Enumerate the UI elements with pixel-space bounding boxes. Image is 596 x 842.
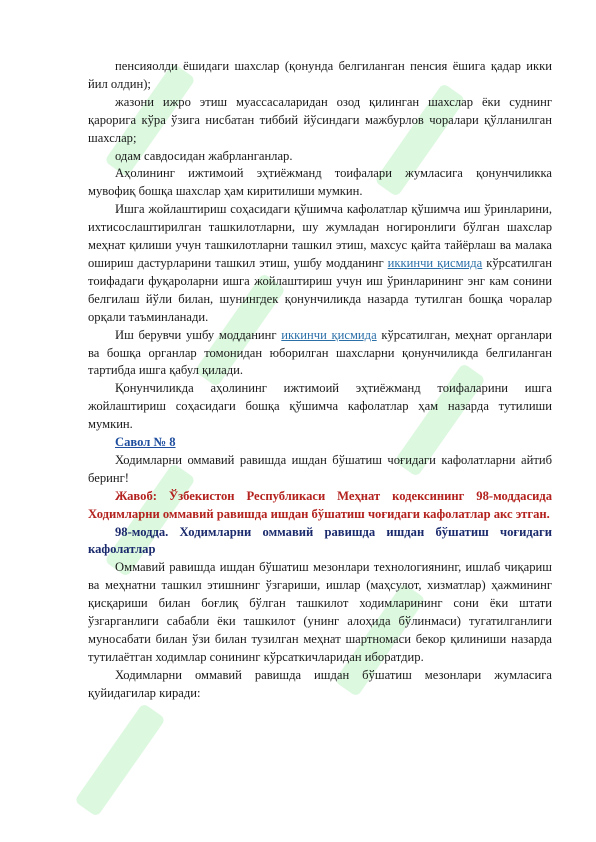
- document-page: [88, 58, 552, 703]
- paragraph: пенсияолди ёшидаги шахслар (қонунда белгиланган пенсия ёшига қадар икки йил олдин);: [88, 59, 552, 91]
- answer-text: Жавоб: Ўзбекистон Республикаси Меҳнат кодексининг 98-моддасида Ходимларни оммавий равишда ишдан бўшатиш чоғидаги кафолатлар акс этган.: [88, 488, 552, 521]
- text: кўрсатилган, меҳнат органлари ва бошқа органлар томонидан юборилган шахсларни қонунчиликда белгиланган тартибда ишга қабул қилади.: [88, 327, 552, 378]
- paragraph: Қонунчиликда аҳолининг ижтимоий эҳтиёжманд тоифаларини ишга жойлаштириш соҳасидаги бошқа қўшимча кафолатлар ҳам назарда тутилиши мумкин.: [88, 381, 552, 432]
- paragraph: [88, 327, 552, 381]
- part-two-link[interactable]: иккинчи қисмида: [387, 255, 483, 270]
- article-title: 98-модда. Ходимларни оммавий равишда ишдан бўшатиш чоғидаги кафолатлар: [88, 524, 552, 557]
- text: Ишга жойлаштириш соҳасидаги қўшимча кафолатлар қўшимча иш ўринларини, ихтисослаштирилган ташкилотларни, шу жумладан ногиронлиги бўлган шахслар меҳнат қилиши учун ташкилотларни ташкил этиш, махсус қайта тайёрлаш ва малака ошириш дастурларини ташкил этиш, ушбу модданинг: [88, 202, 552, 270]
- paragraph: жазони ижро этиш муассасаларидан озод қилинган шахслар ёки суднинг қарорига кўра ўзига нисбатан тиббий йўсиндаги мажбурлов чоралари қўлланилган шахслар;: [88, 94, 552, 145]
- part-two-link[interactable]: иккинчи қисмида: [281, 327, 377, 342]
- question-label: Савол № 8: [115, 435, 176, 450]
- question-text: Ходимларни оммавий равишда ишдан бўшатиш чоғидаги кафолатларни айтиб беринг!: [88, 452, 552, 485]
- paragraph: [88, 201, 552, 326]
- paragraph: Ходимларни оммавий равишда ишдан бўшатиш мезонлари жумласига қуйидагилар киради:: [88, 667, 552, 700]
- paragraph: Оммавий равишда ишдан бўшатиш мезонлари технологиянинг, ишлаб чиқариш ва меҳнатни ташкил этишнинг ўзгариши, ишлар (маҳсулот, хизматлар) ҳажмининг қисқариши билан боғлиқ бўлган ташкилот ходимларининг сони ёки штати ўзгарганлиги сабабли ёки ташкилот (унинг алоҳида бўлинмаси) тугатилганлиги муносабати билан ўзи билан тузилган меҳнат шартномаси бекор қилиниши назарда тутилаётган ходимлар сонининг кўрсаткичларидан иборатдир.: [88, 560, 552, 664]
- paragraph: одам савдосидан жабрланганлар.: [115, 148, 293, 163]
- text: Иш берувчи ушбу модданинг: [115, 327, 282, 342]
- text: кўрсатилган тоифадаги фуқароларни ишга жойлаштириш учун иш ўринларининг энг кам сонини белгилаш йўли билан, шунингдек қонунчиликда назарда тутилган бошқа чоралар орқали таъминланади.: [88, 255, 553, 324]
- paragraph: Аҳолининг ижтимоий эҳтиёжманд тоифалари жумласига қонунчиликка мувофиқ бошқа шахслар ҳам киритилиши мумкин.: [88, 166, 552, 199]
